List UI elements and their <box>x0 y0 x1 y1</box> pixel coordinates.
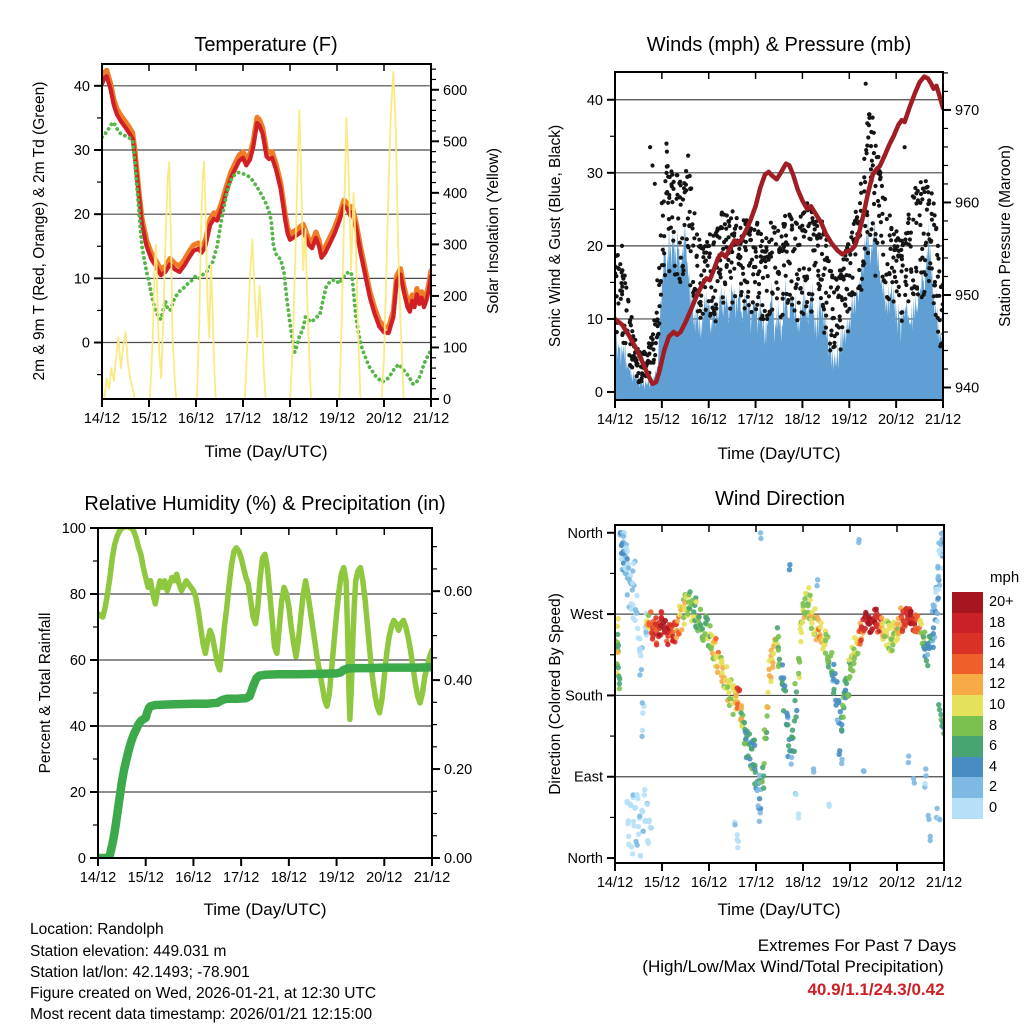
svg-text:18/12: 18/12 <box>271 411 309 427</box>
svg-text:30: 30 <box>73 142 90 159</box>
chart-title-humidity: Relative Humidity (%) & Precipitation (in) <box>84 493 446 515</box>
svg-text:21/12: 21/12 <box>925 875 963 891</box>
footer-location: Location: Randolph <box>30 921 164 938</box>
svg-text:16/12: 16/12 <box>690 875 728 891</box>
svg-text:18/12: 18/12 <box>784 875 822 891</box>
svg-text:0.60: 0.60 <box>444 584 473 601</box>
chart-title-winds-pressure: Winds (mph) & Pressure (mb) <box>646 34 912 56</box>
svg-text:40: 40 <box>73 78 90 95</box>
svg-text:19/12: 19/12 <box>318 870 355 886</box>
svg-text:0: 0 <box>594 384 603 401</box>
colorbar-label: 6 <box>989 738 998 755</box>
chart-humidity <box>62 521 472 886</box>
colorbar-swatch <box>952 716 983 737</box>
wind-speed-colorbar-labels <box>989 592 1014 819</box>
extremes-subtitle: (High/Low/Max Wind/Total Precipitation) <box>642 957 944 976</box>
svg-text:21/12: 21/12 <box>413 870 451 886</box>
y-axis-label-temp-left: 2m & 9m T (Red, Orange) & 2m Td (Green) <box>31 81 48 381</box>
chart-temperature <box>74 64 467 427</box>
colorbar-label: 2 <box>989 779 998 796</box>
series-wind_direction_colored_by_speed <box>612 530 947 859</box>
svg-text:East: East <box>573 769 603 786</box>
svg-text:19/12: 19/12 <box>318 411 356 427</box>
colorbar-title: mph <box>990 569 1020 586</box>
y-axis-label-percent-left: Percent & Total Rainfall <box>37 612 54 774</box>
svg-text:14/12: 14/12 <box>596 412 634 428</box>
svg-text:950: 950 <box>955 287 980 304</box>
extremes-heading: Extremes For Past 7 Days <box>757 936 957 955</box>
svg-text:16/12: 16/12 <box>177 411 215 427</box>
footer-data-timestamp: Most recent data timestamp: 2026/01/21 12:15:00 <box>30 1006 373 1023</box>
plot-frame <box>102 64 431 399</box>
footer-latlon: Station lat/lon: 42.1493; -78.901 <box>30 964 250 981</box>
y-axis-label-wind-left: Sonic Wind & Gust (Blue, Black) <box>547 124 564 348</box>
colorbar-label: 20+ <box>989 594 1014 610</box>
svg-text:21/12: 21/12 <box>924 412 962 428</box>
svg-text:19/12: 19/12 <box>831 412 868 428</box>
svg-text:19/12: 19/12 <box>831 875 869 891</box>
svg-text:14/12: 14/12 <box>79 870 117 886</box>
colorbar-swatch <box>952 798 983 819</box>
x-axis-label-temperature: Time (Day/UTC) <box>204 442 328 461</box>
footer-elevation: Station elevation: 449.031 m <box>30 943 227 960</box>
colorbar-label: 14 <box>989 655 1006 672</box>
colorbar-swatch <box>952 654 983 675</box>
svg-text:20/12: 20/12 <box>365 411 403 427</box>
svg-text:17/12: 17/12 <box>224 411 262 427</box>
svg-text:15/12: 15/12 <box>643 875 681 891</box>
svg-text:North: North <box>567 851 603 868</box>
svg-text:300: 300 <box>443 237 468 254</box>
svg-text:400: 400 <box>443 185 468 202</box>
series-relative_humidity <box>98 526 432 719</box>
svg-text:16/12: 16/12 <box>175 870 212 886</box>
colorbar-swatch <box>952 777 983 798</box>
svg-text:20/12: 20/12 <box>877 412 915 428</box>
svg-text:21/12: 21/12 <box>412 411 450 427</box>
svg-text:18/12: 18/12 <box>270 870 308 886</box>
colorbar-label: 4 <box>989 758 998 775</box>
colorbar-swatch <box>952 674 983 695</box>
svg-text:North: North <box>567 525 603 542</box>
svg-text:0.40: 0.40 <box>444 673 473 690</box>
chart-title-wind-direction: Wind Direction <box>714 488 846 510</box>
colorbar-label: 0 <box>989 799 998 816</box>
colorbar-swatch <box>952 695 983 716</box>
colorbar-swatch <box>952 613 983 634</box>
wind-speed-colorbar <box>952 592 983 819</box>
svg-text:30: 30 <box>586 165 603 182</box>
y-axis-label-solar-right: Solar Insolation (Yellow) <box>485 148 502 314</box>
x-axis-label-winds: Time (Day/UTC) <box>717 444 841 463</box>
svg-text:17/12: 17/12 <box>737 875 775 891</box>
svg-text:960: 960 <box>955 195 980 212</box>
colorbar-label: 10 <box>989 696 1006 713</box>
svg-text:17/12: 17/12 <box>737 412 774 428</box>
svg-text:0: 0 <box>443 392 452 408</box>
svg-text:14/12: 14/12 <box>596 875 634 891</box>
svg-text:15/12: 15/12 <box>643 412 681 428</box>
svg-text:17/12: 17/12 <box>222 870 260 886</box>
svg-text:West: West <box>570 607 603 624</box>
colorbar-label: 18 <box>989 614 1006 631</box>
svg-text:60: 60 <box>69 653 86 669</box>
svg-text:20/12: 20/12 <box>366 870 403 886</box>
svg-text:0.00: 0.00 <box>444 851 473 867</box>
svg-text:10: 10 <box>586 311 603 328</box>
svg-text:500: 500 <box>443 134 468 151</box>
y-axis-label-pressure-right: Station Pressure (Maroon) <box>997 145 1014 327</box>
x-axis-label-humidity: Time (Day/UTC) <box>203 900 327 919</box>
svg-text:20/12: 20/12 <box>878 875 916 891</box>
svg-text:40: 40 <box>69 719 86 735</box>
svg-text:10: 10 <box>73 271 90 288</box>
extremes-values: 40.9/1.1/24.3/0.42 <box>807 980 945 999</box>
series-sonic_wind <box>615 213 943 400</box>
svg-text:20: 20 <box>73 207 90 224</box>
chart-wind_direction <box>565 525 962 891</box>
svg-text:20: 20 <box>586 238 603 255</box>
colorbar-swatch <box>952 592 983 613</box>
colorbar-swatch <box>952 633 983 654</box>
svg-text:100: 100 <box>443 340 468 357</box>
svg-text:South: South <box>565 688 603 705</box>
svg-text:940: 940 <box>955 380 980 397</box>
colorbar-label: 16 <box>989 635 1006 652</box>
svg-text:15/12: 15/12 <box>127 870 164 886</box>
svg-text:80: 80 <box>69 587 86 603</box>
colorbar-label: 8 <box>989 717 998 734</box>
x-axis-label-wind-direction: Time (Day/UTC) <box>717 900 841 919</box>
plot-frame <box>615 525 944 863</box>
chart-winds <box>587 72 979 428</box>
footer-created: Figure created on Wed, 2026-01-21, at 12:30 UTC <box>30 985 377 1002</box>
svg-text:18/12: 18/12 <box>784 412 821 428</box>
y-axis-label-direction-left: Direction (Colored By Speed) <box>547 593 564 795</box>
svg-text:0: 0 <box>81 335 90 352</box>
svg-text:100: 100 <box>61 521 86 537</box>
svg-text:970: 970 <box>955 102 980 119</box>
svg-text:15/12: 15/12 <box>130 411 168 427</box>
svg-text:40: 40 <box>586 92 603 109</box>
svg-text:600: 600 <box>443 82 468 99</box>
svg-text:0.20: 0.20 <box>444 762 473 779</box>
svg-text:16/12: 16/12 <box>690 412 727 428</box>
svg-text:20: 20 <box>69 785 86 801</box>
chart-title-temperature: Temperature (F) <box>194 34 338 56</box>
svg-text:200: 200 <box>443 288 468 305</box>
colorbar-label: 12 <box>989 676 1006 693</box>
colorbar-swatch <box>952 757 983 778</box>
svg-text:0: 0 <box>77 851 86 867</box>
colorbar-swatch <box>952 736 983 757</box>
svg-text:14/12: 14/12 <box>83 411 121 427</box>
